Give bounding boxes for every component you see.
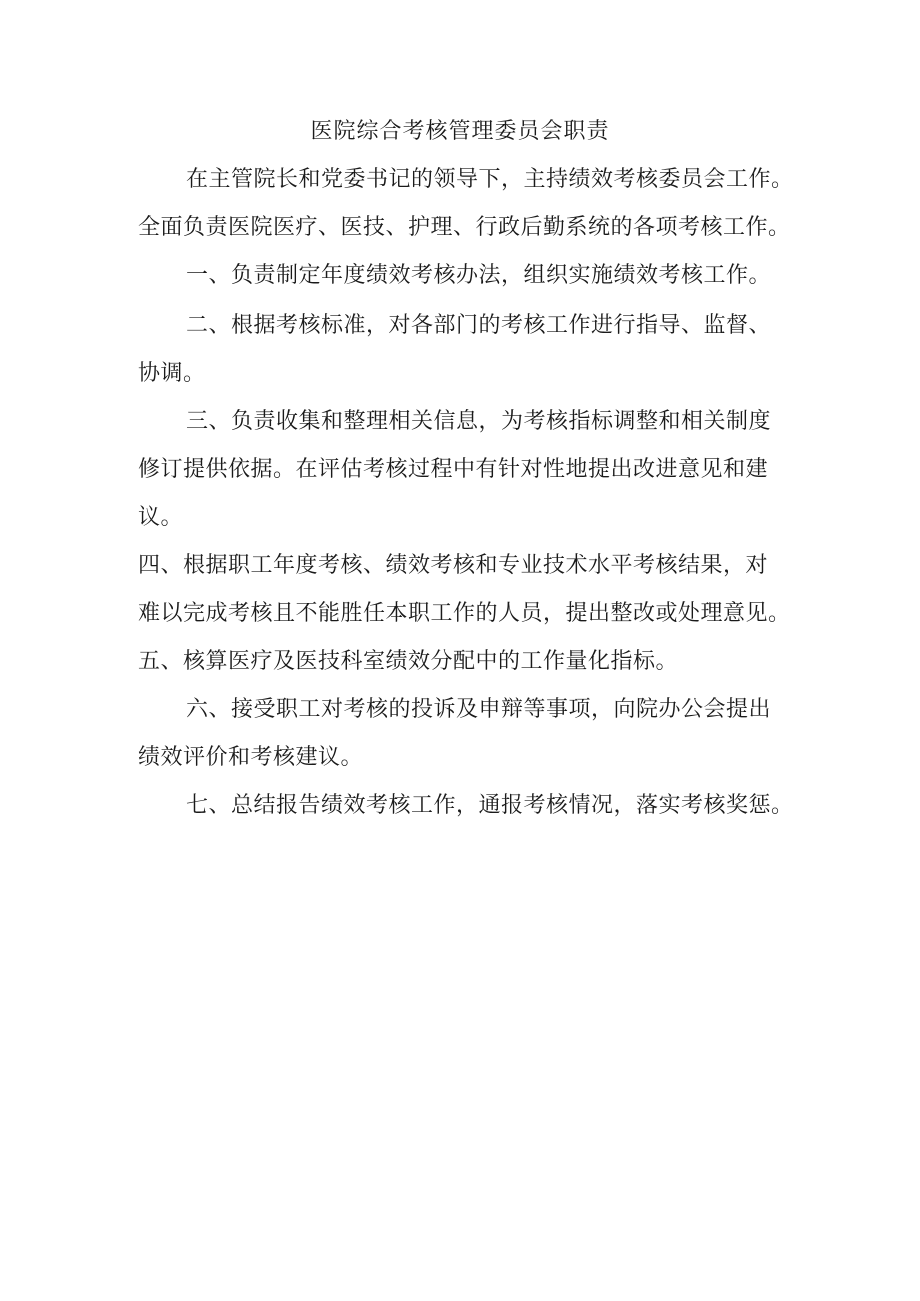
paragraph-line: 六、接受职工对考核的投诉及申辩等事项，向院办公会提出 xyxy=(186,697,772,722)
paragraph-line: 难以完成考核且不能胜任本职工作的人员，提出整改或处理意见。 xyxy=(138,601,791,626)
paragraph-line: 七、总结报告绩效考核工作，通报考核情况，落实考核奖惩。 xyxy=(186,793,794,818)
paragraph-line: 二、根据考核标准，对各部门的考核工作进行指导、监督、 xyxy=(186,313,772,338)
paragraph-line: 全面负责医院医疗、医技、护理、行政后勤系统的各项考核工作。 xyxy=(138,215,791,240)
paragraph-line: 四、根据职工年度考核、绩效考核和专业技术水平考核结果，对 xyxy=(138,553,769,578)
paragraph-line: 绩效评价和考核建议。 xyxy=(138,745,364,770)
paragraph-line: 协调。 xyxy=(138,361,206,386)
document-title: 医院综合考核管理委员会职责 xyxy=(310,119,610,144)
paragraph-line: 三、负责收集和整理相关信息，为考核指标调整和相关制度 xyxy=(186,409,772,434)
paragraph-line: 在主管院长和党委书记的领导下，主持绩效考核委员会工作。 xyxy=(186,167,794,192)
paragraph-line: 一、负责制定年度绩效考核办法，组织实施绩效考核工作。 xyxy=(186,263,772,288)
paragraph-line: 议。 xyxy=(138,505,184,530)
paragraph-line: 修订提供依据。在评估考核过程中有针对性地提出改进意见和建 xyxy=(138,457,769,482)
paragraph-line: 五、核算医疗及医技科室绩效分配中的工作量化指标。 xyxy=(138,649,679,674)
